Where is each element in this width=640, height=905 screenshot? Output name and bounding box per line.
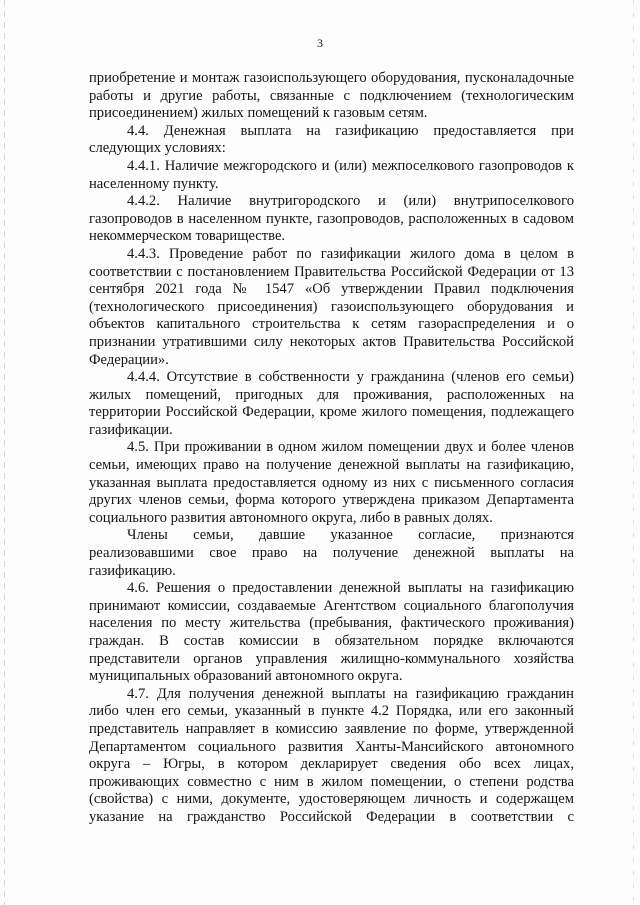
paragraph-4-4-3: 4.4.3. Проведение работ по газификации жилого дома в целом в соответствии с постановлением Правительства Российской Федерации от 13 сентября 2021 года № 1547 «Об утверждении Правил подключения (технологического присоединения) газоиспользующего оборудования и объектов капитального строительства к сетям газораспределения и о признании утратившими силу некоторых актов Правительства Российской Федерации».: [89, 245, 574, 368]
paragraph-4-6: 4.6. Решения о предоставлении денежной выплаты на газификацию принимают комиссии, создаваемые Агентством социального благополучия населения по месту жительства (пребывания, фактического проживания) граждан. В состав комиссии в обязательном порядке включаются представители органов управления жилищно-коммунального хозяйства муниципальных образований автономного округа.: [89, 580, 574, 685]
paragraph-4-7: 4.7. Для получения денежной выплаты на газификацию гражданин либо член его семьи, указанный в пункте 4.2 Порядка, или его законный представитель направляет в комиссию заявление по форме, утвержденной Департаментом социального развития Ханты-Мансийского автономного округа – Югры, в котором декларирует сведения обо всех лицах, проживающих совместно с ним в жилом помещении, о степени родства (свойства) с ними, документе, удостоверяющем личность и содержащем указание на гражданство Российской Федерации в соответствии с: [89, 685, 574, 825]
document-body: [89, 70, 574, 827]
paragraph-continuation: приобретение и монтаж газоиспользующего оборудования, пусконаладочные работы и другие работы, связанные с подключением (технологическим присоединением) жилых помещений к газовым сетям.: [89, 70, 574, 122]
page-number: 3: [317, 36, 323, 50]
scan-edge-right: [633, 0, 634, 905]
paragraph-4-4-4: 4.4.4. Отсутствие в собственности у гражданина (членов его семьи) жилых помещений, пригодных для проживания, расположенных на территории Российской Федерации, кроме жилого помещения, подлежащего газификации.: [89, 369, 574, 438]
paragraph-4-4-2: 4.4.2. Наличие внутригородского и (или) внутрипоселкового газопроводов в населенном пункте, газопроводов, расположенных в садовом некоммерческом товариществе.: [89, 193, 574, 245]
scan-edge-left: [4, 0, 5, 905]
paragraph-4-4-1: 4.4.1. Наличие межгородского и (или) межпоселкового газопроводов к населенному пункту.: [89, 157, 574, 192]
paragraph-4-4: 4.4. Денежная выплата на газификацию предоставляется при следующих условиях:: [89, 122, 574, 157]
paragraph-4-5-consent: Члены семьи, давшие указанное согласие, признаются реализовавшими свое право на получение денежной выплаты на газификацию.: [89, 527, 574, 579]
paragraph-4-5: 4.5. При проживании в одном жилом помещении двух и более членов семьи, имеющих право на получение денежной выплаты на газификацию, указанная выплата предоставляется одному из них с письменного согласия других членов семьи, форма которого утверждена приказом Департамента социального развития автономного округа, либо в равных долях.: [89, 439, 574, 526]
